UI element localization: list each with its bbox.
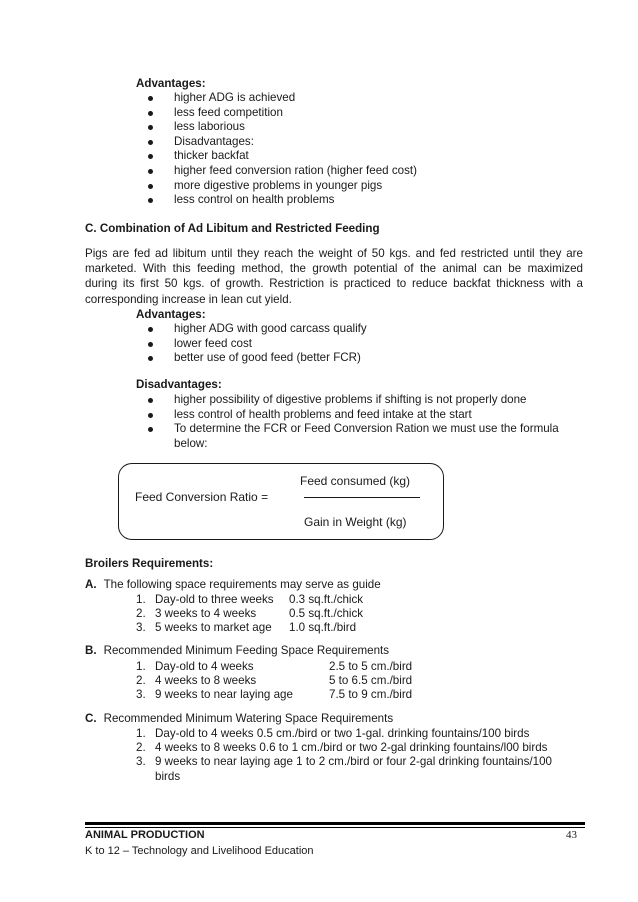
bullet-icon bbox=[148, 198, 153, 203]
list-item bbox=[136, 660, 146, 673]
broilers-section-c-title bbox=[85, 712, 393, 725]
broilers-heading: Broilers Requirements: bbox=[85, 557, 214, 570]
list-item-stage: Day-old to three weeks bbox=[155, 593, 274, 606]
section-letter: C. bbox=[85, 712, 97, 725]
item-number: 1. bbox=[136, 660, 146, 673]
bullet-icon bbox=[148, 96, 153, 101]
item-number: 1. bbox=[136, 593, 146, 606]
section-letter: B. bbox=[85, 644, 97, 657]
bullet-icon bbox=[148, 140, 153, 145]
list-item-value: 1.0 sq.ft./bird bbox=[289, 621, 357, 634]
paragraph-line: during its first 50 kgs. of growth. Restriction is practiced to reduce backfat thickness with a bbox=[85, 277, 583, 291]
section-letter: A. bbox=[85, 578, 97, 591]
bullet-icon bbox=[148, 184, 153, 189]
list-item-text: less feed competition bbox=[174, 105, 283, 119]
list-item-text: less control on health problems bbox=[174, 193, 335, 207]
list-item-value: 0.5 sq.ft./chick bbox=[289, 607, 364, 620]
bullet-icon bbox=[148, 398, 153, 403]
list-item-text: 4 weeks to 8 weeks 0.6 to 1 cm./bird or two 2-gal drinking fountains/l00 birds bbox=[155, 741, 548, 754]
bullet-icon bbox=[148, 327, 153, 332]
paragraph-line: Pigs are fed ad libitum until they reach the weight of 50 kgs. and fed restricted until they are bbox=[85, 247, 583, 260]
list-item-text: higher possibility of digestive problems if shifting is not properly done bbox=[174, 393, 527, 406]
list-item-text: lower feed cost bbox=[174, 336, 252, 350]
item-number: 3. bbox=[136, 688, 146, 701]
list-item bbox=[136, 741, 146, 754]
list-item-value: 0.3 sq.ft./chick bbox=[289, 593, 364, 606]
section-title: Recommended Minimum Feeding Space Requirements bbox=[103, 644, 390, 657]
bullet-icon bbox=[148, 125, 153, 130]
broilers-section-b-title bbox=[85, 644, 389, 657]
section-c-paragraph bbox=[85, 246, 583, 307]
formula-numerator: Feed consumed (kg) bbox=[300, 474, 411, 488]
bullet-icon bbox=[148, 169, 153, 174]
list-item-text: better use of good feed (better FCR) bbox=[174, 351, 361, 365]
bullet-icon bbox=[148, 111, 153, 116]
list-item-stage: 4 weeks to 8 weeks bbox=[155, 674, 257, 687]
bullet-icon bbox=[148, 356, 153, 361]
list-item-value: 7.5 to 9 cm./bird bbox=[329, 688, 413, 701]
advantages-heading: Advantages: bbox=[136, 77, 206, 90]
list-item-text: less laborious bbox=[174, 120, 245, 134]
list-item-text: Day-old to 4 weeks 0.5 cm./bird or two 1-gal. drinking fountains/100 birds bbox=[155, 727, 530, 740]
paragraph-line: corresponding increase in lean cut yield. bbox=[85, 292, 292, 306]
list-item-text: To determine the FCR or Feed Conversion Ration we must use the formula bbox=[174, 422, 559, 436]
bullet-icon bbox=[148, 413, 153, 418]
footer-rule-thin bbox=[85, 827, 585, 828]
item-number: 3. bbox=[136, 621, 146, 634]
list-item-continuation: birds bbox=[155, 770, 181, 783]
section-c-disadvantages-heading: Disadvantages: bbox=[136, 378, 222, 391]
list-item-stage: Day-old to 4 weeks bbox=[155, 660, 254, 673]
section-title: The following space requirements may serve as guide bbox=[103, 578, 381, 591]
list-item-stage: 3 weeks to 4 weeks bbox=[155, 607, 257, 620]
section-c-advantages-heading: Advantages: bbox=[136, 308, 206, 321]
list-item-text: less control of health problems and feed intake at the start bbox=[174, 407, 472, 421]
list-item-text: higher feed conversion ration (higher feed cost) bbox=[174, 163, 417, 177]
item-number: 1. bbox=[136, 727, 146, 740]
list-item-text: higher ADG is achieved bbox=[174, 91, 296, 104]
list-item bbox=[136, 593, 146, 606]
list-item bbox=[136, 688, 146, 701]
disadvantages-continuation: below: bbox=[174, 437, 208, 450]
list-item-text: Disadvantages: bbox=[174, 134, 254, 148]
item-number: 2. bbox=[136, 674, 146, 687]
formula-fraction-bar bbox=[304, 497, 420, 498]
paragraph-line: marketed. With this feeding method, the growth potential of the animal can be maximized bbox=[85, 262, 583, 276]
item-number: 2. bbox=[136, 607, 146, 620]
list-item-value: 5 to 6.5 cm./bird bbox=[329, 674, 413, 687]
list-item bbox=[136, 607, 146, 620]
bullet-icon bbox=[148, 154, 153, 159]
list-item-value: 2.5 to 5 cm./bird bbox=[329, 660, 413, 673]
list-item-stage: 5 weeks to market age bbox=[155, 621, 272, 634]
bullet-icon bbox=[148, 342, 153, 347]
formula-label: Feed Conversion Ratio = bbox=[135, 490, 269, 504]
list-item bbox=[136, 674, 146, 687]
footer-rule-thick bbox=[85, 822, 585, 825]
section-title: Recommended Minimum Watering Space Requirements bbox=[103, 712, 394, 725]
item-number: 2. bbox=[136, 741, 146, 754]
list-item-stage: 9 weeks to near laying age bbox=[155, 688, 293, 701]
list-item-text: more digestive problems in younger pigs bbox=[174, 178, 383, 192]
footer-subtitle: K to 12 – Technology and Livelihood Education bbox=[85, 845, 314, 857]
list-item-text: higher ADG with good carcass qualify bbox=[174, 322, 367, 335]
item-number: 3. bbox=[136, 755, 146, 768]
list-item-text: thicker backfat bbox=[174, 149, 249, 163]
list-item-text: 9 weeks to near laying age 1 to 2 cm./bird or four 2-gal drinking fountains/100 bbox=[155, 755, 552, 768]
bullet-icon bbox=[148, 427, 153, 432]
list-item bbox=[136, 621, 146, 634]
footer-title: ANIMAL PRODUCTION bbox=[85, 829, 205, 841]
broilers-section-a-title bbox=[85, 578, 381, 591]
list-item bbox=[136, 755, 146, 768]
list-item bbox=[136, 727, 146, 740]
formula-denominator: Gain in Weight (kg) bbox=[304, 515, 407, 529]
page-number: 43 bbox=[566, 829, 577, 841]
section-c-heading: C. Combination of Ad Libitum and Restricted Feeding bbox=[85, 222, 380, 235]
